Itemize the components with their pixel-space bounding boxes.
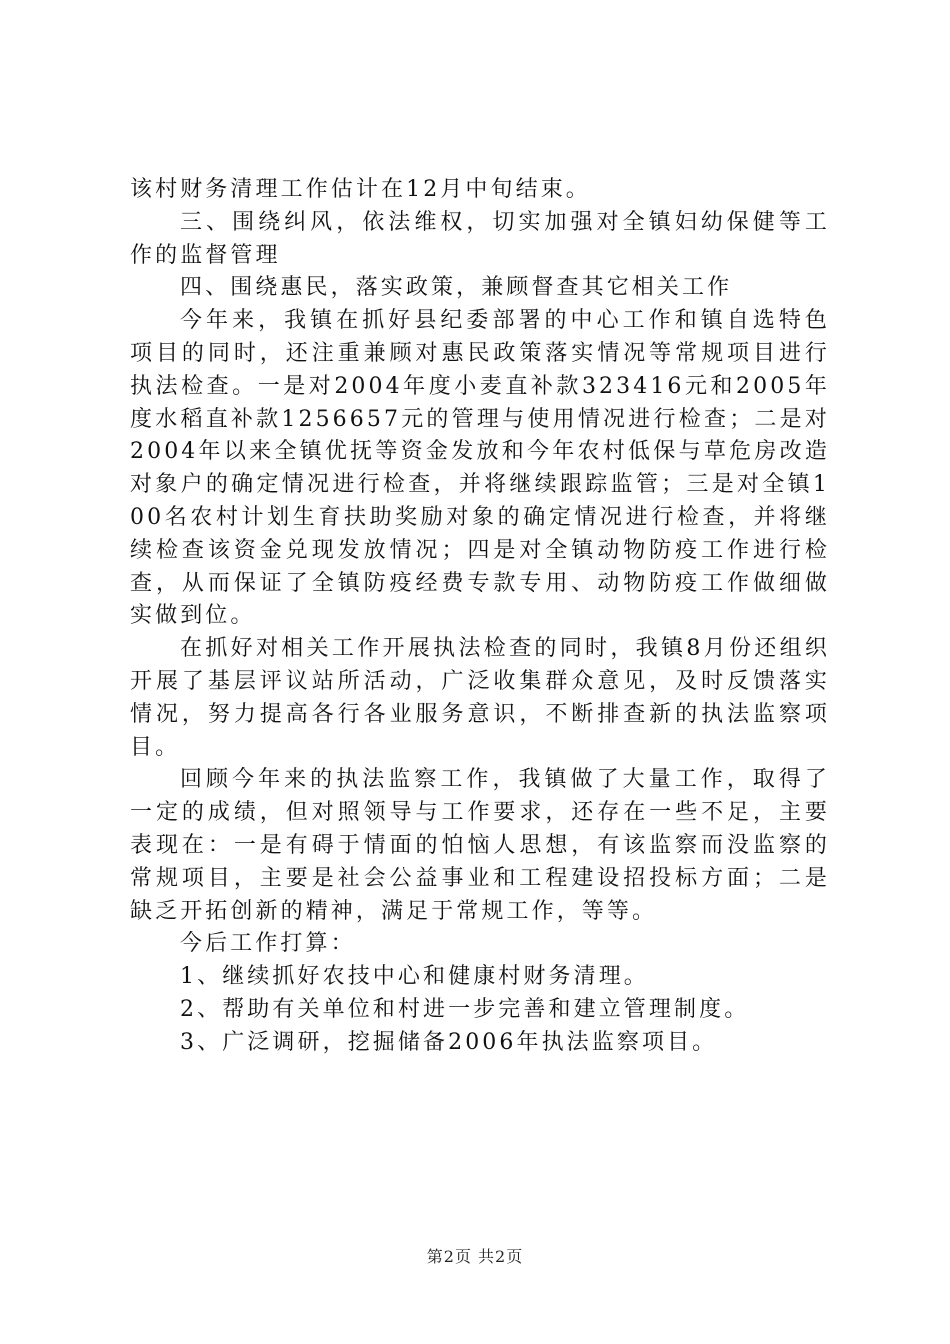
list-item-3: 3、广泛调研，挖掘储备2006年执法监察项目。: [180, 1029, 718, 1055]
paragraph-4: 今年来，我镇在抓好县纪委部署的中心工作和镇自选特色项目的同时，还注重兼顾对惠民政策落实情况等常规项目进行执法检查。一是对2004年度小麦直补款323416元和2005年度水稻直补款1256657元的管理与使用情况进行检查；二是对2004年以来全镇优抚等资金发放和今年农村低保与草危房改造对象户的确定情况进行检查，并将继续跟踪监管；三是对全镇100名农村计划生育扶助奖励对象的确定情况进行检查，并将继续检查该资金兑现发放情况；四是对全镇动物防疫工作进行检查，从而保证了全镇防疫经费专款专用、动物防疫工作做细做实做到位。: [130, 308, 830, 629]
paragraph-1: 该村财务清理工作估计在12月中旬结束。: [130, 177, 591, 202]
paragraph-5: 在抓好对相关工作开展执法检查的同时，我镇8月份还组织开展了基层评议站所活动，广泛收集群众意见，及时反馈落实情况，努力提高各行各业服务意识，不断排查新的执法监察项目。: [130, 636, 830, 760]
page-number-footer: 第2页 共2页: [426, 1247, 524, 1266]
list-item-1: 1、继续抓好农技中心和健康村财务清理。: [180, 964, 649, 990]
document-body: [130, 174, 830, 1060]
paragraph-3: 四、围绕惠民，落实政策，兼顾督查其它相关工作: [180, 275, 733, 301]
paragraph-7: 今后工作打算：: [180, 931, 356, 957]
list-item-2: 2、帮助有关单位和村进一步完善和建立管理制度。: [180, 996, 750, 1022]
paragraph-2: 三、围绕纠风，依法维权，切实加强对全镇妇幼保健等工作的监督管理: [130, 209, 830, 268]
paragraph-6: 回顾今年来的执法监察工作，我镇做了大量工作，取得了一定的成绩，但对照领导与工作要求，还存在一些不足，主要表现在：一是有碍于情面的怕恼人思想，有该监察而没监察的常规项目，主要是社会公益事业和工程建设招投标方面；二是缺乏开拓创新的精神，满足于常规工作，等等。: [130, 767, 830, 924]
